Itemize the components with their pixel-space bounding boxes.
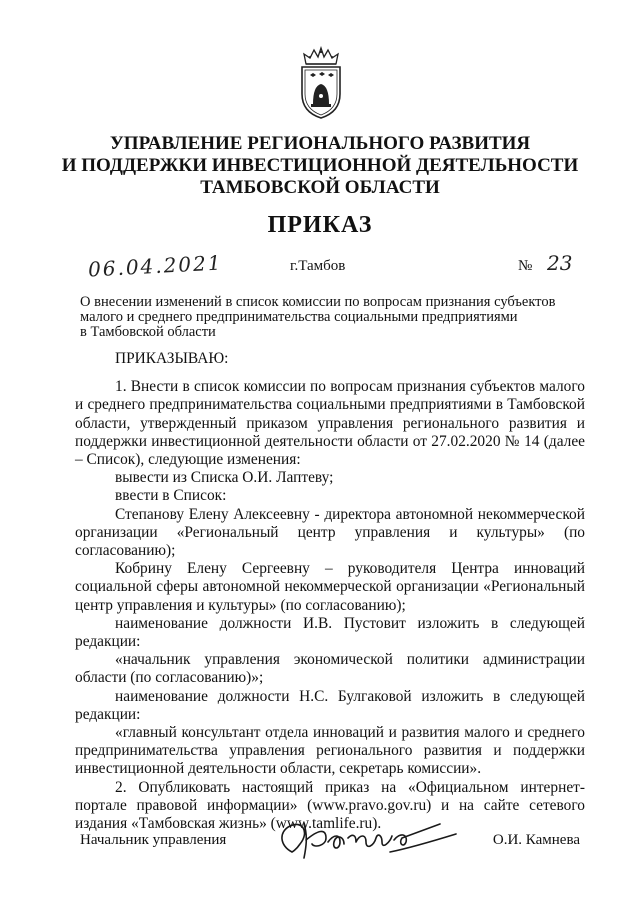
subject-line-2: малого и среднего предпринимательства социальными предприятиями	[80, 309, 518, 325]
subject-line-1: О внесении изменений в список комиссии по вопросам признания субъектов	[80, 294, 556, 310]
paragraph-8: наименование должности Н.С. Булгаковой изложить в следующей редакции:	[75, 687, 585, 723]
paragraph-10: 2. Опубликовать настоящий приказ на «Официальном интернет-портале правовой информации» (www.pravo.gov.ru) и на сайте сетевого издания «Тамбовская жизнь» (www.tamlife.ru).	[75, 778, 585, 833]
signer-position: Начальник управления	[80, 832, 227, 848]
order-subject	[80, 295, 580, 340]
org-line-3: ТАМБОВСКОЙ ОБЛАСТИ	[200, 177, 440, 198]
subject-line-3: в Тамбовской области	[80, 324, 216, 340]
document-type-title: ПРИКАЗ	[267, 212, 373, 238]
signer-name: О.И. Камнева	[492, 832, 580, 848]
order-city: г.Тамбов	[290, 258, 346, 274]
paragraph-5: Кобрину Елену Сергеевну – руководителя Центра инноваций социальной сферы автономной некоммерческой организации «Региональный центр управления и культуры» (по согласованию);	[75, 560, 585, 614]
order-number-label: №	[518, 258, 533, 274]
organization-name	[40, 133, 600, 199]
paragraph-7: «начальник управления экономической политики администрации области (по согласованию)»;	[75, 651, 585, 687]
paragraph-2: вывести из Списка О.И. Лаптеву;	[115, 469, 334, 487]
coat-of-arms-icon	[296, 46, 346, 120]
paragraph-4: Степанову Елену Алексеевну - директора автономной некоммерческой организации «Региональный центр управления и культуры» (по согласованию);	[75, 505, 585, 560]
paragraph-6: наименование должности И.В. Пустовит изложить в следующей редакции:	[75, 614, 585, 651]
paragraph-9: «главный консультант отдела инноваций и развития малого и среднего предпринимательства управления регионального развития и поддержки инвестиционной деятельности области, секретарь комиссии».	[75, 724, 585, 778]
directive: ПРИКАЗЫВАЮ:	[115, 350, 229, 367]
org-line-1: УПРАВЛЕНИЕ РЕГИОНАЛЬНОГО РАЗВИТИЯ	[109, 133, 531, 154]
org-line-2: И ПОДДЕРЖКИ ИНВЕСТИЦИОННОЙ ДЕЯТЕЛЬНОСТИ	[61, 155, 579, 176]
order-body	[75, 350, 585, 833]
order-number: 23	[547, 251, 573, 275]
paragraph-3: ввести в Список:	[115, 487, 227, 505]
order-date: 06.04.2021	[87, 250, 224, 282]
paragraph-1: 1. Внести в список комиссии по вопросам признания субъектов малого и среднего предпринимательства социальными предприятиями в Тамбовской области, утвержденный приказом управления регионального развития и поддержки инвестиционной деятельности области от 27.02.2020 № 14 (далее – Список), следующие изменения:	[75, 378, 585, 469]
signature-icon	[270, 812, 470, 866]
